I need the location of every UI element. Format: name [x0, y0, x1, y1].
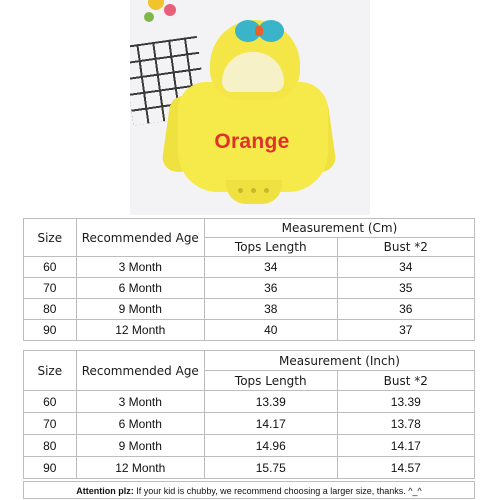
header-bust: Bust *2: [337, 371, 474, 391]
table-row: [24, 435, 475, 457]
attention-label: Attention plz:: [76, 486, 134, 496]
header-tops-length: Tops Length: [204, 238, 337, 257]
snap-button-icon: [264, 188, 269, 193]
cell-age: 6 Month: [76, 278, 204, 299]
cell-age: 6 Month: [76, 413, 204, 435]
cell-size: 80: [24, 435, 77, 457]
product-photo: [130, 0, 370, 215]
cell-age: 9 Month: [76, 299, 204, 320]
table-row: [24, 391, 475, 413]
header-size: Size: [24, 219, 77, 257]
cell-tops-length: 14.96: [204, 435, 337, 457]
size-table-inch: [23, 350, 475, 479]
header-measurement: Measurement (Inch): [204, 351, 474, 371]
cell-size: 90: [24, 457, 77, 479]
cell-age: 12 Month: [76, 457, 204, 479]
header-measurement: Measurement (Cm): [204, 219, 474, 238]
cell-tops-length: 15.75: [204, 457, 337, 479]
table-row: [24, 257, 475, 278]
cell-bust: 36: [337, 299, 474, 320]
cell-age: 9 Month: [76, 435, 204, 457]
bow-knot-icon: [255, 26, 263, 36]
color-label: Orange: [214, 130, 290, 153]
cell-bust: 34: [337, 257, 474, 278]
cell-bust: 14.17: [337, 435, 474, 457]
cell-size: 70: [24, 413, 77, 435]
cell-tops-length: 38: [204, 299, 337, 320]
attention-note: [23, 481, 475, 499]
table-row: [24, 457, 475, 479]
header-recommended-age: Recommended Age: [76, 219, 204, 257]
table-row: [24, 299, 475, 320]
cell-size: 70: [24, 278, 77, 299]
cell-bust: 13.78: [337, 413, 474, 435]
cell-tops-length: 14.17: [204, 413, 337, 435]
header-tops-length: Tops Length: [204, 371, 337, 391]
cell-size: 90: [24, 320, 77, 341]
snap-button-icon: [238, 188, 243, 193]
cell-tops-length: 36: [204, 278, 337, 299]
cell-tops-length: 40: [204, 320, 337, 341]
header-bust: Bust *2: [337, 238, 474, 257]
attention-text: If your kid is chubby, we recommend choosing a larger size, thanks. ^_^: [133, 486, 422, 496]
cell-size: 60: [24, 257, 77, 278]
cell-size: 60: [24, 391, 77, 413]
cell-tops-length: 13.39: [204, 391, 337, 413]
header-size: Size: [24, 351, 77, 391]
table-row: [24, 320, 475, 341]
snap-button-icon: [251, 188, 256, 193]
cell-bust: 35: [337, 278, 474, 299]
cell-tops-length: 34: [204, 257, 337, 278]
table-row: [24, 278, 475, 299]
cell-age: 3 Month: [76, 391, 204, 413]
cell-size: 80: [24, 299, 77, 320]
header-recommended-age: Recommended Age: [76, 351, 204, 391]
cell-bust: 37: [337, 320, 474, 341]
cell-age: 3 Month: [76, 257, 204, 278]
cell-bust: 13.39: [337, 391, 474, 413]
flower-decoration: [142, 0, 186, 40]
cell-bust: 14.57: [337, 457, 474, 479]
cell-age: 12 Month: [76, 320, 204, 341]
table-row: [24, 413, 475, 435]
size-table-cm: [23, 218, 475, 341]
